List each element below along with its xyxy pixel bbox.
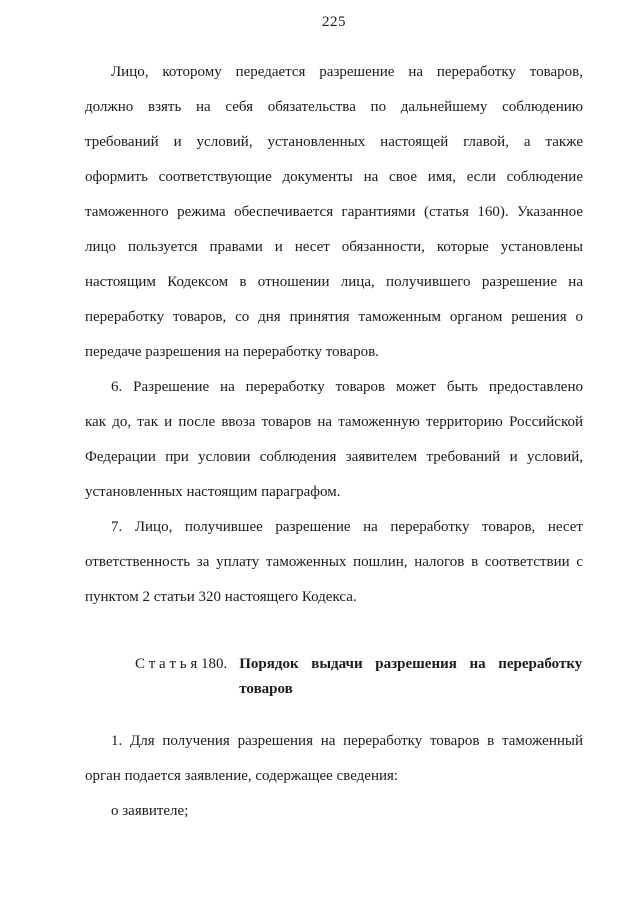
paragraph-point-7 [85,510,583,615]
text-line: Лицо, которому передается разрешение на переработку товаров, [111,64,583,80]
text-line: Федерации при условии соблюдения заявителем требований и условий, [85,449,583,465]
text-line: ответственность за уплату таможенных пошлин, налогов в соответствии с [85,554,583,570]
text-line: настоящим Кодексом в отношении лица, получившего разрешение на [85,274,583,290]
article-title [239,652,582,702]
text-line: должно взять на себя обязательства по дальнейшему соблюдению [85,99,583,115]
page-number: 225 [322,14,346,30]
text-line: как до, так и после ввоза товаров на таможенную территорию Российской [85,414,583,430]
text-line: пунктом 2 статьи 320 настоящего Кодекса. [85,589,357,605]
text-line: передаче разрешения на переработку товаров. [85,344,379,360]
text-line: 1. Для получения разрешения на переработку товаров в таможенный [111,733,583,749]
text-line: установленных настоящим параграфом. [85,484,341,500]
text-line: переработку товаров, со дня принятия таможенным органом решения о [85,309,583,325]
paragraph-transfer-obligations [85,55,583,370]
text-line: оформить соответствующие документы на свое имя, если соблюдение [85,169,583,185]
text-line: орган подается заявление, содержащее сведения: [85,768,399,784]
paragraph-list-item-applicant [85,794,583,829]
text-line: 7. Лицо, получившее разрешение на переработку товаров, несет [111,519,583,535]
article-heading [135,652,583,702]
paragraph-point-1-application [85,724,583,794]
text-line: таможенного режима обеспечивается гарантиями (статья 160). Указанное [85,204,583,220]
text-line: требований и условий, установленных настоящей главой, а также [85,134,583,150]
text-line: лицо пользуется правами и несет обязанности, которые установлены [85,239,583,255]
text-line: товаров [239,681,293,697]
article-number-label: С т а т ь я 180. [135,656,228,672]
text-line: 6. Разрешение на переработку товаров может быть предоставлено [111,379,583,395]
paragraph-point-6 [85,370,583,510]
text-line: о заявителе; [111,803,189,819]
text-line: Порядок выдачи разрешения на переработку [239,656,583,672]
